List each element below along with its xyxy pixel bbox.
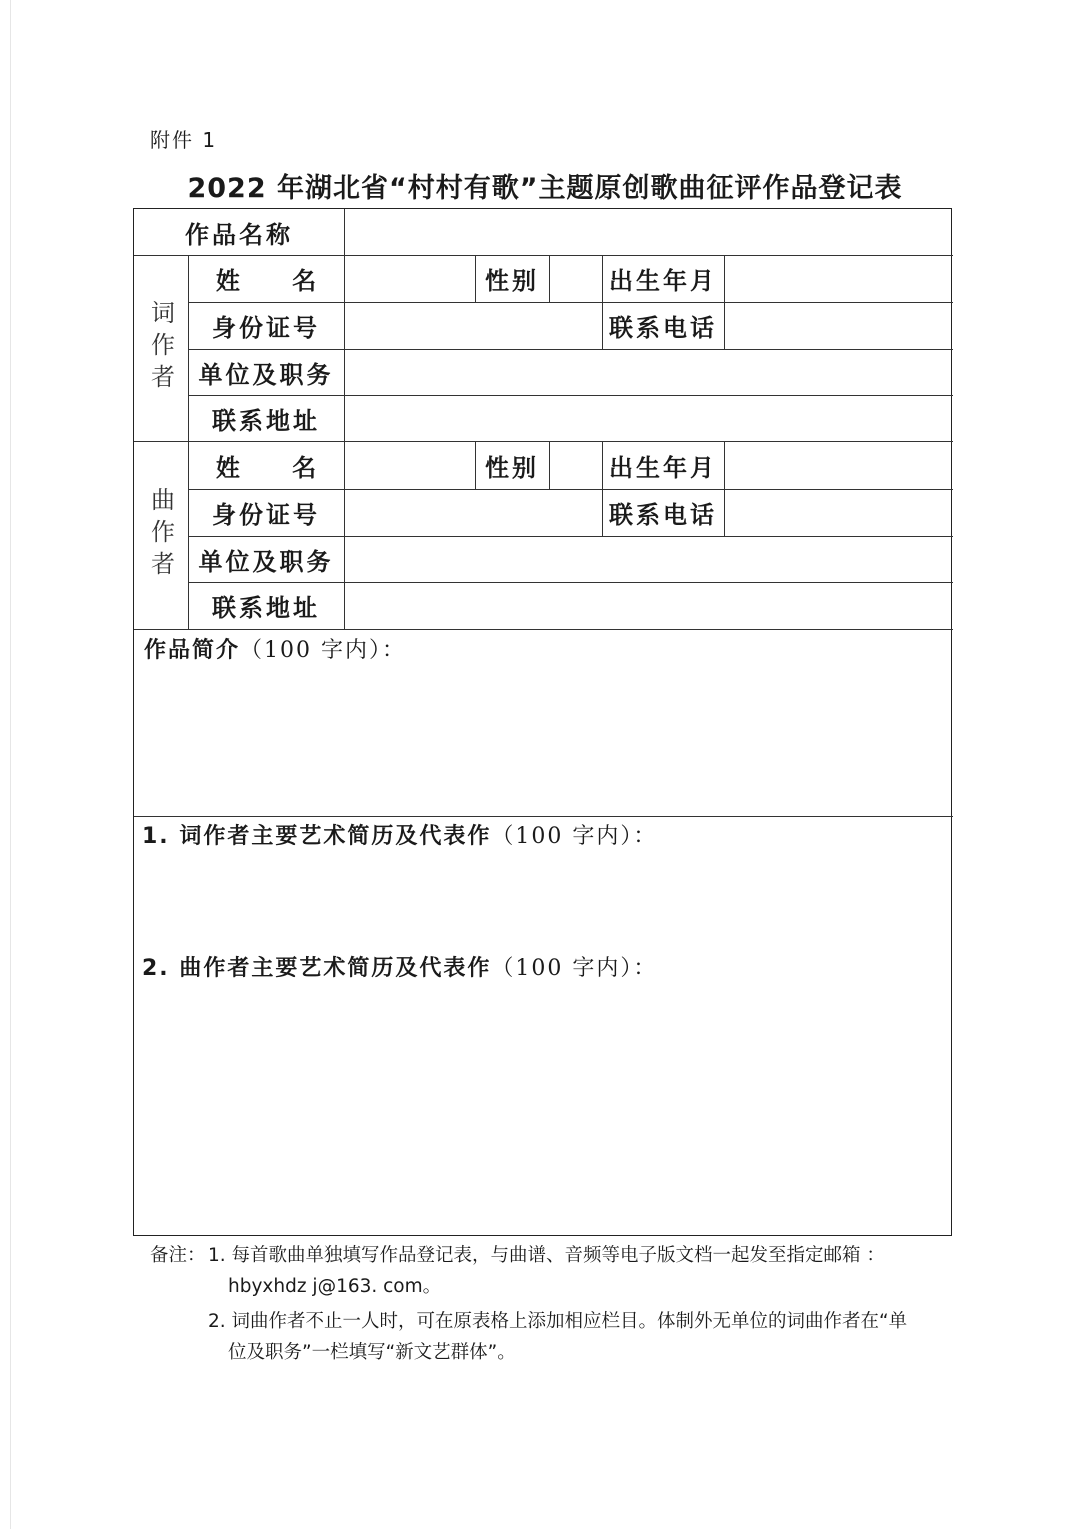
annex-label: 附件 1 bbox=[150, 128, 218, 152]
note-2-line1: 2. 词曲作者不止一人时，可在原表格上添加相应栏目。体制外无单位的词曲作者在“单 bbox=[208, 1311, 908, 1332]
lyricist-address-label: 联系地址 bbox=[212, 406, 320, 435]
composer-birth-label: 出生年月 bbox=[609, 453, 717, 482]
composer-gender-label: 性别 bbox=[485, 453, 539, 482]
lyricist-unit-label: 单位及职务 bbox=[198, 360, 334, 389]
lyricist-birth-field[interactable] bbox=[726, 257, 951, 301]
composer-bio-limit: （100 字内）： bbox=[491, 956, 658, 981]
composer-address-field[interactable] bbox=[346, 584, 951, 628]
composer-unit-field[interactable] bbox=[346, 538, 951, 581]
lyricist-gender-field[interactable] bbox=[551, 257, 601, 301]
composer-gender-field[interactable] bbox=[551, 443, 601, 488]
work-name-label: 作品名称 bbox=[185, 220, 293, 249]
composer-group-label: 曲作者 bbox=[146, 487, 175, 583]
note-1: 1. 每首歌曲单独填写作品登记表，与曲谱、音频等电子版文档一起发至指定邮箱 ： bbox=[208, 1245, 885, 1266]
lyricist-phone-field[interactable] bbox=[726, 304, 951, 348]
intro-label: 作品简介 bbox=[144, 638, 241, 663]
notes-label: 备注： bbox=[150, 1245, 206, 1266]
lyricist-name-label: 姓 名 bbox=[215, 267, 339, 295]
intro-field[interactable] bbox=[138, 669, 948, 813]
registration-form bbox=[133, 208, 952, 1236]
composer-bio-field[interactable] bbox=[138, 987, 948, 1227]
form-title: 2022 年湖北省“村村有歌”主题原创歌曲征评作品登记表 bbox=[187, 173, 903, 204]
lyricist-birth-label: 出生年月 bbox=[609, 267, 717, 295]
lyricist-bio-label: 1. 词作者主要艺术简历及代表作 bbox=[142, 824, 492, 849]
note-1-email: hbyxhdz j@163. com。 bbox=[228, 1276, 442, 1297]
composer-bio-heading bbox=[142, 951, 657, 982]
composer-address-label: 联系地址 bbox=[212, 594, 320, 622]
lyricist-phone-label: 联系电话 bbox=[609, 314, 717, 342]
composer-id-field[interactable] bbox=[346, 491, 601, 535]
lyricist-name-field[interactable] bbox=[346, 257, 474, 301]
composer-phone-field[interactable] bbox=[726, 491, 951, 535]
page-edge bbox=[10, 0, 11, 1529]
note-2-line2: 位及职务”一栏填写“新文艺群体”。 bbox=[228, 1342, 516, 1363]
lyricist-group-label: 词作者 bbox=[146, 300, 175, 396]
composer-unit-label: 单位及职务 bbox=[198, 547, 334, 576]
lyricist-gender-label: 性别 bbox=[485, 267, 539, 295]
composer-id-label: 身份证号 bbox=[212, 501, 320, 529]
work-name-field[interactable] bbox=[346, 211, 951, 254]
composer-bio-label: 2. 曲作者主要艺术简历及代表作 bbox=[142, 956, 492, 981]
lyricist-unit-field[interactable] bbox=[346, 351, 951, 394]
composer-phone-label: 联系电话 bbox=[609, 501, 717, 529]
lyricist-bio-field[interactable] bbox=[138, 855, 948, 945]
lyricist-bio-limit: （100 字内）： bbox=[491, 824, 658, 849]
lyricist-address-field[interactable] bbox=[346, 397, 951, 440]
intro-limit: （100 字内）： bbox=[240, 638, 407, 663]
intro-heading bbox=[144, 633, 406, 664]
composer-birth-field[interactable] bbox=[726, 443, 951, 488]
lyricist-id-field[interactable] bbox=[346, 304, 601, 348]
lyricist-bio-heading bbox=[142, 819, 657, 850]
composer-name-label: 姓 名 bbox=[215, 453, 339, 482]
lyricist-id-label: 身份证号 bbox=[212, 314, 320, 342]
composer-name-field[interactable] bbox=[346, 443, 474, 488]
notes-section bbox=[150, 1240, 950, 1368]
